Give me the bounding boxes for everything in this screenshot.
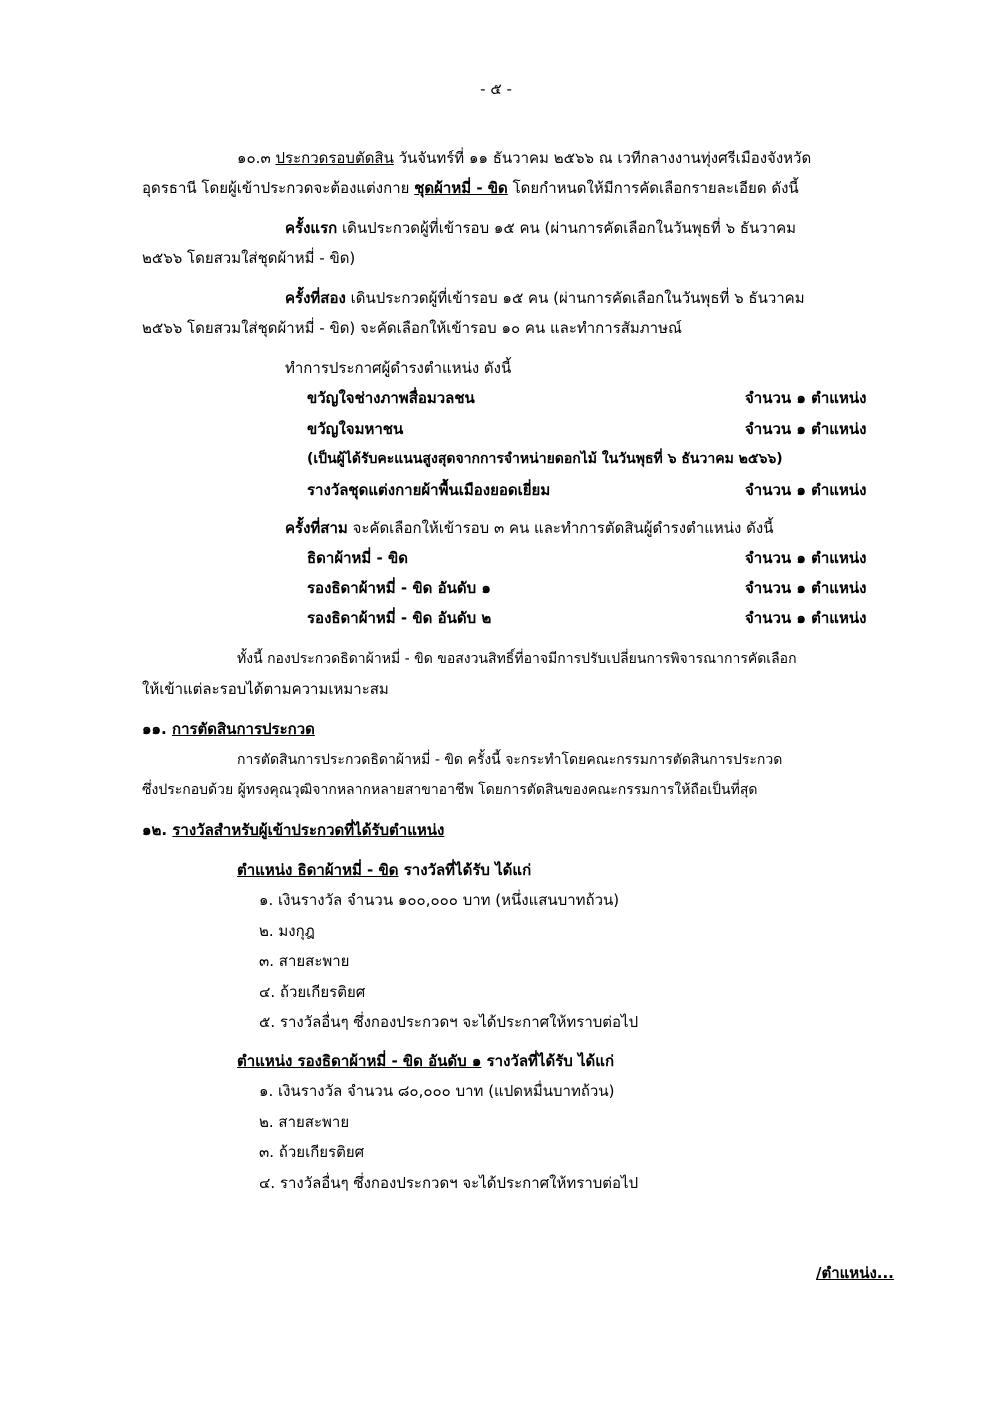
announce-item-count: จำนวน ๑ ตำแหน่ง bbox=[745, 389, 867, 407]
section-10-3-text1: วันจันทร์ที่ ๑๑ ธันวาคม ๒๕๖๖ ณ เวทีกลางงานทุ่งศรีเมืองจังหวัด bbox=[398, 149, 812, 167]
position2-heading bbox=[237, 1050, 614, 1072]
position2-title: รองธิดาผ้าหมี่ - ขิด อันดับ ๑ bbox=[297, 1052, 482, 1070]
section-10-3-line2 bbox=[142, 177, 799, 199]
position1-pre: ตำแหน่ง bbox=[237, 861, 298, 879]
round3-item-count: จำนวน ๑ ตำแหน่ง bbox=[745, 609, 867, 627]
round2-cont: ๒๕๖๖ โดยสวมใส่ชุดผ้าหมี่ - ขิด) จะคัดเลือกให้เข้ารอบ ๑๐ คน และทำการสัมภาษณ์ bbox=[142, 319, 682, 337]
reserve-line1: ทั้งนี้ กองประกวดธิดาผ้าหมี่ - ขิด ขอสงวนสิทธิ์ที่อาจมีการปรับเปลี่ยนการพิจารณาการคัดเลือก bbox=[237, 651, 797, 667]
continuation-marker: /ตำแหน่ง... bbox=[816, 1264, 894, 1282]
section-10-3-number: ๑๐.๓ bbox=[237, 149, 271, 167]
round2-line bbox=[285, 287, 805, 309]
position2-post: รางวัลที่ได้รับ ได้แก่ bbox=[481, 1052, 615, 1070]
announce-note: (เป็นผู้ได้รับคะแนนสูงสุดจากการจำหน่ายดอกไม้ ในวันพุธที่ ๖ ธันวาคม ๒๕๖๖) bbox=[307, 451, 783, 467]
position2-item: ๒. สายสะพาย bbox=[259, 1113, 350, 1131]
position1-post: รางวัลที่ได้รับ ได้แก่ bbox=[398, 861, 532, 879]
section-11-title: การตัดสินการประกวด bbox=[171, 720, 315, 738]
round2-label: ครั้งที่สอง bbox=[285, 289, 346, 307]
round3-item-title: รองธิดาผ้าหมี่ - ขิด อันดับ ๒ bbox=[307, 609, 492, 627]
section-11-heading bbox=[142, 718, 315, 740]
position1-item: ๓. สายสะพาย bbox=[259, 952, 350, 970]
page-number: - ๕ - bbox=[480, 80, 512, 98]
position1-heading bbox=[237, 859, 531, 881]
position1-item: ๒. มงกุฎ bbox=[259, 922, 315, 940]
line2-post: โดยกำหนดให้มีการคัดเลือกรายละเอียด ดังนี้ bbox=[512, 179, 799, 197]
round1-cont: ๒๕๖๖ โดยสวมใส่ชุดผ้าหมี่ - ขิด) bbox=[142, 249, 356, 267]
round1-label: ครั้งแรก bbox=[285, 219, 338, 237]
round3-item-count: จำนวน ๑ ตำแหน่ง bbox=[745, 579, 867, 597]
position2-item: ๓. ถ้วยเกียรติยศ bbox=[259, 1143, 365, 1161]
round3-label: ครั้งที่สาม bbox=[285, 519, 348, 537]
section-12-number: ๑๒. bbox=[142, 821, 168, 839]
position2-item: ๔. รางวัลอื่นๆ ซึ่งกองประกวดฯ จะได้ประกาศให้ทราบต่อไป bbox=[259, 1174, 639, 1192]
section-12-title: รางวัลสำหรับผู้เข้าประกวดที่ได้รับตำแหน่ง bbox=[172, 821, 445, 839]
round2-text: เดินประกวดผู้ที่เข้ารอบ ๑๕ คน (ผ่านการคัดเลือกในวันพุธที่ ๖ ธันวาคม bbox=[350, 289, 805, 307]
position1-item: ๑. เงินรางวัล จำนวน ๑๐๐,๐๐๐ บาท (หนึ่งแสนบาทถ้วน) bbox=[259, 891, 620, 909]
round1-line bbox=[285, 217, 796, 239]
announce-heading: ทำการประกาศผู้ดำรงตำแหน่ง ดังนี้ bbox=[285, 359, 512, 377]
section-12-heading bbox=[142, 819, 444, 841]
announce-item-title: รางวัลชุดแต่งกายผ้าพื้นเมืองยอดเยี่ยม bbox=[307, 481, 551, 499]
announce-item-count: จำนวน ๑ ตำแหน่ง bbox=[745, 420, 867, 438]
position2-item: ๑. เงินรางวัล จำนวน ๘๐,๐๐๐ บาท (แปดหมื่นบาทถ้วน) bbox=[259, 1082, 615, 1100]
round3-item-title: ธิดาผ้าหมี่ - ขิด bbox=[307, 549, 408, 567]
announce-item-count: จำนวน ๑ ตำแหน่ง bbox=[745, 481, 867, 499]
position1-item: ๕. รางวัลอื่นๆ ซึ่งกองประกวดฯ จะได้ประกาศให้ทราบต่อไป bbox=[259, 1013, 639, 1031]
section-10-3-title: ประกวดรอบตัดสิน bbox=[275, 149, 394, 167]
reserve-line2: ให้เข้าแต่ละรอบได้ตามความเหมาะสม bbox=[142, 680, 389, 698]
section-11-text1: การตัดสินการประกวดธิดาผ้าหมี่ - ขิด ครั้งนี้ จะกระทำโดยคณะกรรมการตัดสินการประกวด bbox=[237, 752, 783, 768]
round3-text: จะคัดเลือกให้เข้ารอบ ๓ คน และทำการตัดสินผู้ดำรงตำแหน่ง ดังนี้ bbox=[352, 519, 774, 537]
announce-item-title: ขวัญใจช่างภาพสื่อมวลชน bbox=[307, 389, 475, 407]
position2-pre: ตำแหน่ง bbox=[237, 1052, 298, 1070]
line2-pre: อุดรธานี โดยผู้เข้าประกวดจะต้องแต่งกาย bbox=[142, 179, 410, 197]
position1-title: ธิดาผ้าหมี่ - ขิด bbox=[297, 861, 399, 879]
round3-item-title: รองธิดาผ้าหมี่ - ขิด อันดับ ๑ bbox=[307, 579, 491, 597]
announce-item-title: ขวัญใจมหาชน bbox=[307, 420, 404, 438]
section-11-text2: ซึ่งประกอบด้วย ผู้ทรงคุณวุฒิจากหลากหลายสาขาอาชีพ โดยการตัดสินของคณะกรรมการให้ถือเป็นที่สุด bbox=[142, 782, 758, 798]
section-11-number: ๑๑. bbox=[142, 720, 167, 738]
costume-name: ชุดผ้าหมี่ - ขิด bbox=[414, 179, 508, 197]
round1-text: เดินประกวดผู้ที่เข้ารอบ ๑๕ คน (ผ่านการคัดเลือกในวันพุธที่ ๖ ธันวาคม bbox=[342, 219, 797, 237]
round3-item-count: จำนวน ๑ ตำแหน่ง bbox=[745, 549, 867, 567]
section-10-3-line1 bbox=[237, 147, 811, 169]
round3-line bbox=[285, 517, 773, 539]
position1-item: ๔. ถ้วยเกียรติยศ bbox=[259, 983, 366, 1001]
